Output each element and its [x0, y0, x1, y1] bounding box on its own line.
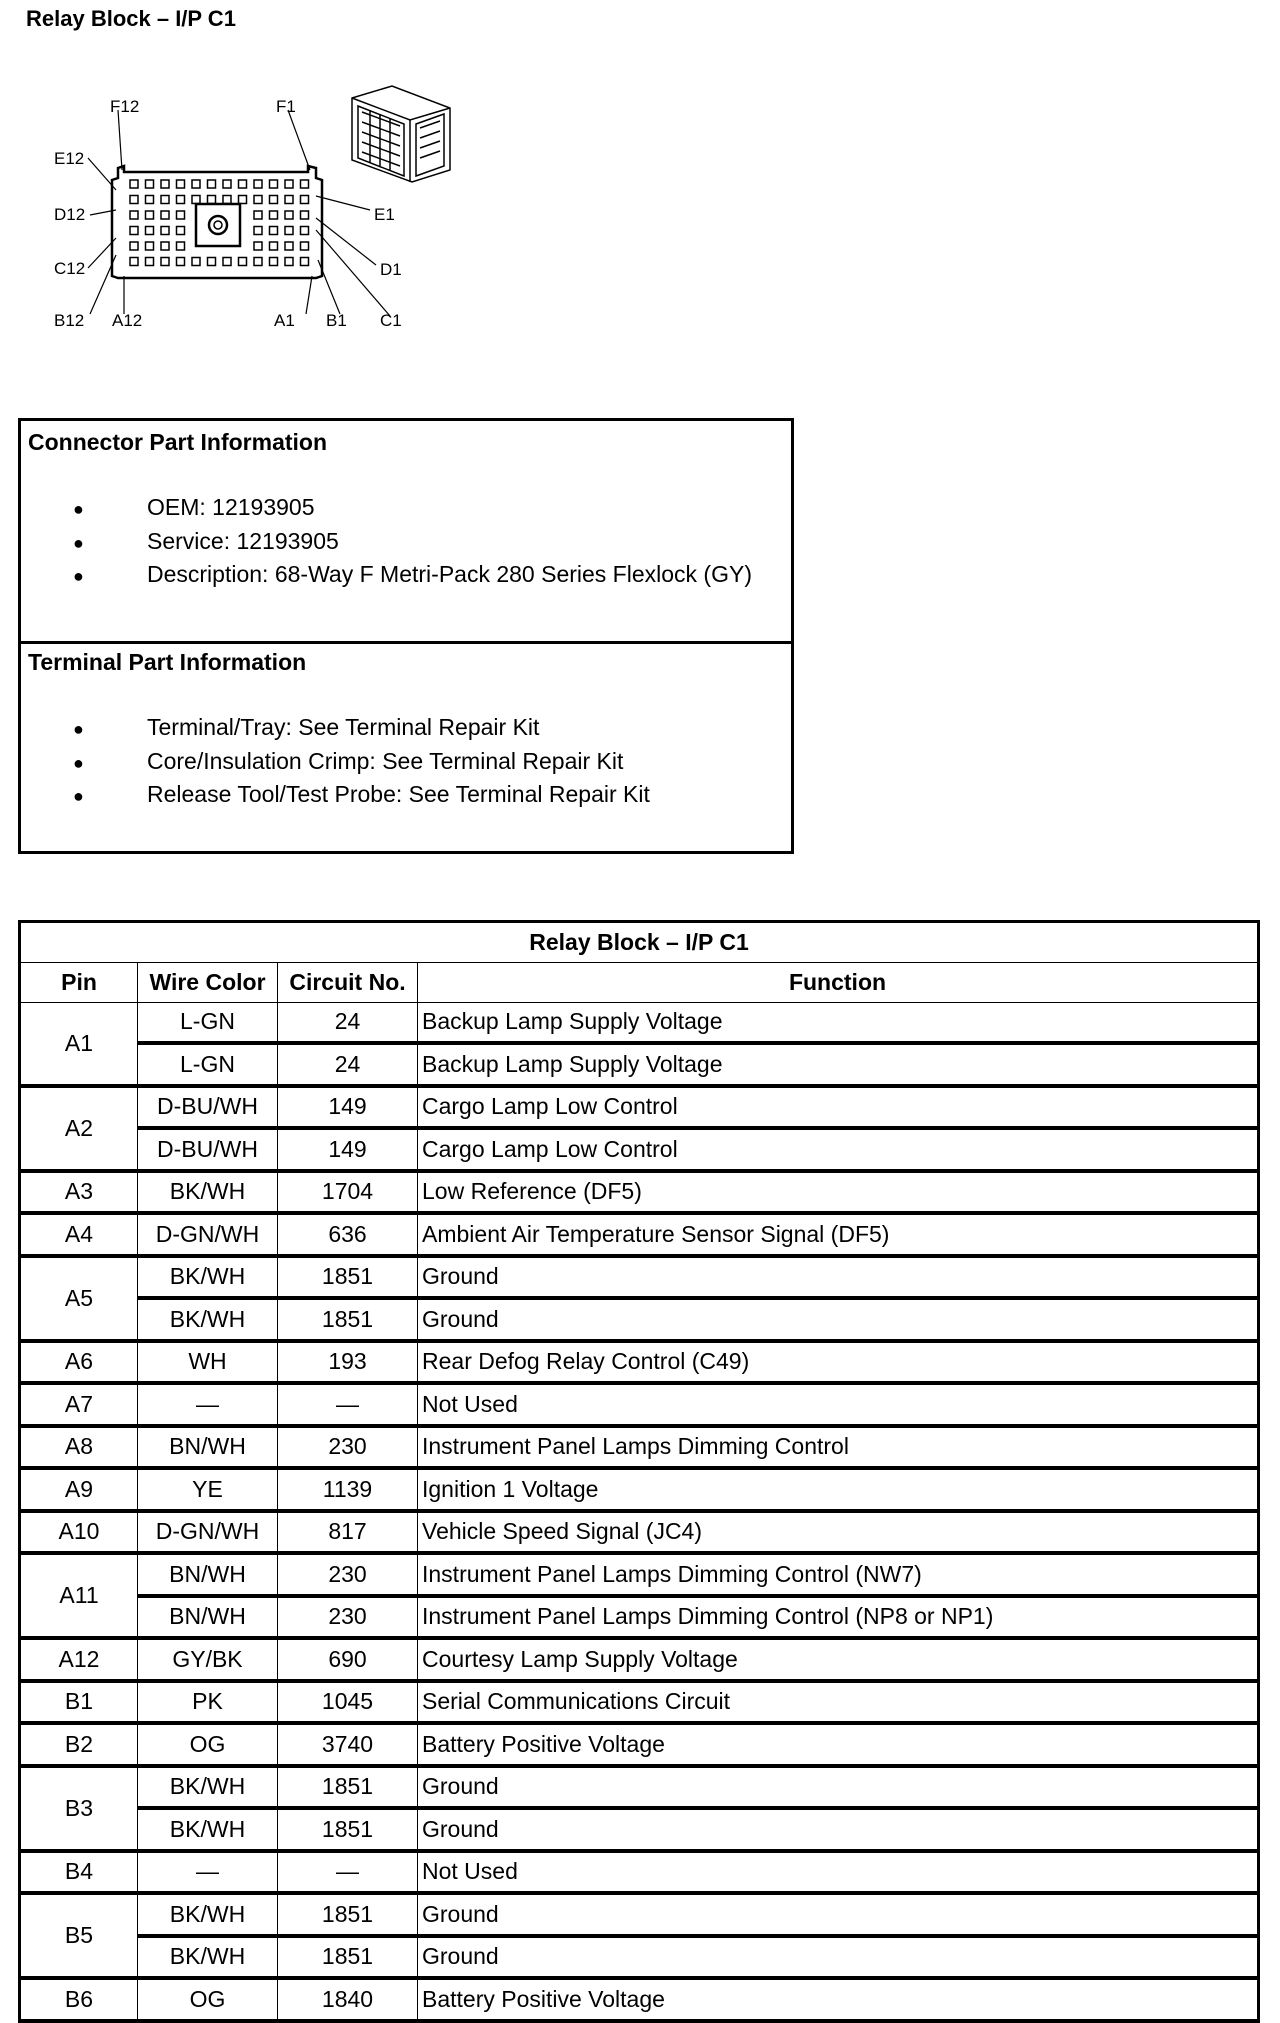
cavity [177, 242, 185, 250]
wire-color-cell: GY/BK [138, 1638, 278, 1681]
connector-body [112, 166, 322, 278]
circuit-number-cell: 1851 [278, 1893, 418, 1936]
cavity [254, 211, 262, 219]
table-row [20, 1002, 1259, 1043]
pin-labels [54, 97, 402, 330]
terminal-part-info-list [73, 711, 650, 812]
connector-part-information [21, 421, 791, 644]
label-a12: A12 [112, 311, 143, 330]
cavity [130, 180, 138, 188]
bullet-icon: ● [73, 786, 84, 806]
bullet-icon: ● [73, 566, 84, 586]
wire-color-cell: BN/WH [138, 1553, 278, 1596]
circuit-number-cell: 1045 [278, 1681, 418, 1724]
pin-cell: A2 [20, 1086, 138, 1171]
function-cell: Ground [418, 1256, 1259, 1299]
connector-face-diagram [40, 80, 480, 340]
label-c12: C12 [54, 259, 86, 278]
info-list-item [73, 491, 752, 525]
function-cell: Instrument Panel Lamps Dimming Control [418, 1426, 1259, 1469]
table-row [20, 1851, 1259, 1894]
cavity [254, 258, 262, 266]
bullet-icon: ● [73, 499, 84, 519]
function-cell: Low Reference (DF5) [418, 1171, 1259, 1214]
terminal-part-information [21, 641, 791, 854]
cavity [146, 227, 154, 235]
label-d12: D12 [54, 205, 86, 224]
wire-color-cell: — [138, 1383, 278, 1426]
function-cell: Backup Lamp Supply Voltage [418, 1002, 1259, 1043]
table-row [20, 1298, 1259, 1341]
label-f1: F1 [276, 97, 296, 116]
info-item-text: Terminal/Tray: See Terminal Repair Kit [147, 714, 540, 740]
wire-color-cell: BK/WH [138, 1936, 278, 1979]
label-e1: E1 [374, 205, 395, 224]
cavity [239, 196, 247, 204]
cavity [177, 196, 185, 204]
table-row [20, 1893, 1259, 1936]
column-header: Pin [20, 963, 138, 1003]
table-row [20, 1808, 1259, 1851]
pin-cell: B2 [20, 1723, 138, 1766]
table-row [20, 1171, 1259, 1214]
cavity [161, 227, 169, 235]
cavity [285, 258, 293, 266]
cavity [177, 180, 185, 188]
circuit-number-cell: — [278, 1851, 418, 1894]
circuit-number-cell: 3740 [278, 1723, 418, 1766]
info-item-text: Description: 68-Way F Metri-Pack 280 Series Flexlock (GY) [147, 561, 752, 587]
table-body [20, 1002, 1259, 2021]
wire-color-cell: L-GN [138, 1002, 278, 1043]
pin-cell: A8 [20, 1426, 138, 1469]
column-header: Wire Color [138, 963, 278, 1003]
cavity [285, 196, 293, 204]
wire-color-cell: BN/WH [138, 1426, 278, 1469]
table-title: Relay Block – I/P C1 [20, 922, 1259, 963]
circuit-number-cell: 1851 [278, 1298, 418, 1341]
cavity [223, 196, 231, 204]
function-cell: Ground [418, 1298, 1259, 1341]
cavity [146, 242, 154, 250]
wire-color-cell: BN/WH [138, 1596, 278, 1639]
cavity [239, 258, 247, 266]
table-row [20, 1468, 1259, 1511]
circuit-number-cell: 1851 [278, 1766, 418, 1809]
wire-color-cell: BK/WH [138, 1256, 278, 1299]
function-cell: Battery Positive Voltage [418, 1978, 1259, 2021]
cavity [177, 258, 185, 266]
page-title: Relay Block – I/P C1 [26, 6, 236, 31]
circuit-number-cell: 24 [278, 1043, 418, 1086]
table-row [20, 1936, 1259, 1979]
circuit-number-cell: 230 [278, 1426, 418, 1469]
wire-color-cell: OG [138, 1723, 278, 1766]
cavity [285, 211, 293, 219]
circuit-number-cell: 24 [278, 1002, 418, 1043]
cavity [130, 211, 138, 219]
circuit-number-cell: 817 [278, 1511, 418, 1554]
info-list-item [73, 525, 752, 559]
cavity [130, 227, 138, 235]
cavity [223, 258, 231, 266]
circuit-number-cell: 149 [278, 1128, 418, 1171]
cavity [146, 258, 154, 266]
function-cell: Rear Defog Relay Control (C49) [418, 1341, 1259, 1384]
label-c1: C1 [380, 311, 402, 330]
table-header-row [20, 963, 1259, 1003]
cavity [270, 242, 278, 250]
label-b1: B1 [326, 311, 347, 330]
pin-cell: A9 [20, 1468, 138, 1511]
wire-color-cell: BK/WH [138, 1893, 278, 1936]
cavity [301, 258, 309, 266]
circuit-number-cell: 1851 [278, 1936, 418, 1979]
circuit-number-cell: 1851 [278, 1256, 418, 1299]
terminal-part-info-title: Terminal Part Information [28, 649, 307, 675]
info-item-text: Core/Insulation Crimp: See Terminal Repair Kit [147, 747, 624, 774]
connector-cavities [130, 180, 309, 266]
cavity [161, 258, 169, 266]
wire-color-cell: D-GN/WH [138, 1213, 278, 1256]
pin-cell: B1 [20, 1681, 138, 1724]
wire-color-cell: D-BU/WH [138, 1086, 278, 1129]
cavity [301, 227, 309, 235]
table-row [20, 1553, 1259, 1596]
connector-part-info-list [73, 491, 752, 592]
cavity [208, 180, 216, 188]
cavity [270, 258, 278, 266]
cavity [146, 180, 154, 188]
info-item-text: Service: 12193905 [147, 527, 339, 554]
cavity [192, 258, 200, 266]
function-cell: Cargo Lamp Low Control [418, 1086, 1259, 1129]
function-cell: Battery Positive Voltage [418, 1723, 1259, 1766]
cavity [146, 196, 154, 204]
table-row [20, 1681, 1259, 1724]
wire-color-cell: BK/WH [138, 1766, 278, 1809]
connector-3d-view [352, 86, 450, 182]
pin-cell: B5 [20, 1893, 138, 1978]
function-cell: Not Used [418, 1851, 1259, 1894]
wire-color-cell: D-BU/WH [138, 1128, 278, 1171]
pin-cell: A11 [20, 1553, 138, 1638]
circuit-number-cell: 1851 [278, 1808, 418, 1851]
label-e12: E12 [54, 149, 85, 168]
cavity [285, 180, 293, 188]
bullet-icon: ● [73, 532, 84, 553]
cavity [177, 227, 185, 235]
cavity [254, 180, 262, 188]
wire-color-cell: D-GN/WH [138, 1511, 278, 1554]
wire-color-cell: OG [138, 1978, 278, 2021]
circuit-number-cell: 149 [278, 1086, 418, 1129]
cavity [208, 258, 216, 266]
cavity [146, 211, 154, 219]
cavity [285, 227, 293, 235]
label-b12: B12 [54, 311, 85, 330]
circuit-number-cell: — [278, 1383, 418, 1426]
function-cell: Ground [418, 1766, 1259, 1809]
table-row [20, 1723, 1259, 1766]
wire-color-cell: PK [138, 1681, 278, 1724]
cavity [223, 180, 231, 188]
cavity [285, 242, 293, 250]
wire-color-cell: WH [138, 1341, 278, 1384]
wire-color-cell: L-GN [138, 1043, 278, 1086]
circuit-number-cell: 1139 [278, 1468, 418, 1511]
function-cell: Vehicle Speed Signal (JC4) [418, 1511, 1259, 1554]
cavity [254, 227, 262, 235]
circuit-number-cell: 690 [278, 1638, 418, 1681]
circuit-number-cell: 193 [278, 1341, 418, 1384]
function-cell: Ignition 1 Voltage [418, 1468, 1259, 1511]
cavity [301, 211, 309, 219]
pin-cell: B4 [20, 1851, 138, 1894]
function-cell: Ground [418, 1893, 1259, 1936]
pin-cell: A5 [20, 1256, 138, 1341]
wire-color-cell: — [138, 1851, 278, 1894]
pin-out-table [18, 920, 1260, 2023]
cavity [270, 180, 278, 188]
cavity [239, 180, 247, 188]
info-item-text: OEM: 12193905 [147, 494, 315, 520]
cavity [301, 196, 309, 204]
cavity [254, 242, 262, 250]
table-row [20, 1596, 1259, 1639]
cavity [130, 258, 138, 266]
cavity [270, 211, 278, 219]
table-row [20, 1213, 1259, 1256]
cavity [177, 211, 185, 219]
pin-cell: B3 [20, 1766, 138, 1851]
cavity [301, 180, 309, 188]
table-row [20, 1383, 1259, 1426]
column-header: Circuit No. [278, 963, 418, 1003]
circuit-number-cell: 636 [278, 1213, 418, 1256]
cavity [192, 196, 200, 204]
function-cell: Instrument Panel Lamps Dimming Control (NW7) [418, 1553, 1259, 1596]
info-list-item [73, 711, 650, 745]
part-information-box [18, 418, 794, 854]
function-cell: Backup Lamp Supply Voltage [418, 1043, 1259, 1086]
function-cell: Ground [418, 1936, 1259, 1979]
label-a1: A1 [274, 311, 295, 330]
pin-cell: A6 [20, 1341, 138, 1384]
cavity [208, 196, 216, 204]
cavity [161, 211, 169, 219]
table-row [20, 1086, 1259, 1129]
bullet-icon: ● [73, 752, 84, 773]
wire-color-cell: BK/WH [138, 1298, 278, 1341]
table-row [20, 1256, 1259, 1299]
column-header: Function [418, 963, 1259, 1003]
circuit-number-cell: 230 [278, 1596, 418, 1639]
pin-cell: A1 [20, 1002, 138, 1086]
cavity [161, 180, 169, 188]
wire-color-cell: YE [138, 1468, 278, 1511]
info-item-text: Release Tool/Test Probe: See Terminal Repair Kit [147, 781, 650, 807]
cavity [254, 196, 262, 204]
cavity [270, 196, 278, 204]
bullet-icon: ● [73, 719, 84, 739]
pin-cell: A7 [20, 1383, 138, 1426]
table-row [20, 1978, 1259, 2021]
pin-cell: A3 [20, 1171, 138, 1214]
pin-cell: A10 [20, 1511, 138, 1554]
table-row [20, 1511, 1259, 1554]
info-list-item [73, 778, 650, 812]
circuit-number-cell: 1704 [278, 1171, 418, 1214]
function-cell: Ground [418, 1808, 1259, 1851]
info-list-item [73, 558, 752, 592]
pin-cell: A4 [20, 1213, 138, 1256]
pin-cell: B6 [20, 1978, 138, 2021]
wire-color-cell: BK/WH [138, 1808, 278, 1851]
table-row [20, 1426, 1259, 1469]
circuit-number-cell: 1840 [278, 1978, 418, 2021]
info-list-item [73, 745, 650, 779]
function-cell: Instrument Panel Lamps Dimming Control (NP8 or NP1) [418, 1596, 1259, 1639]
function-cell: Ambient Air Temperature Sensor Signal (DF5) [418, 1213, 1259, 1256]
function-cell: Cargo Lamp Low Control [418, 1128, 1259, 1171]
table-row [20, 1128, 1259, 1171]
pin-cell: A12 [20, 1638, 138, 1681]
connector-part-info-title: Connector Part Information [28, 429, 328, 455]
cavity [161, 242, 169, 250]
wire-color-cell: BK/WH [138, 1171, 278, 1214]
circuit-number-cell: 230 [278, 1553, 418, 1596]
cavity [130, 242, 138, 250]
cavity [270, 227, 278, 235]
label-d1: D1 [380, 260, 402, 279]
table-row [20, 1766, 1259, 1809]
cavity [161, 196, 169, 204]
cavity [301, 242, 309, 250]
function-cell: Courtesy Lamp Supply Voltage [418, 1638, 1259, 1681]
table-row [20, 1341, 1259, 1384]
function-cell: Serial Communications Circuit [418, 1681, 1259, 1724]
label-f12: F12 [110, 97, 140, 116]
table-row [20, 1638, 1259, 1681]
function-cell: Not Used [418, 1383, 1259, 1426]
cavity [192, 180, 200, 188]
table-row [20, 1043, 1259, 1086]
cavity [130, 196, 138, 204]
